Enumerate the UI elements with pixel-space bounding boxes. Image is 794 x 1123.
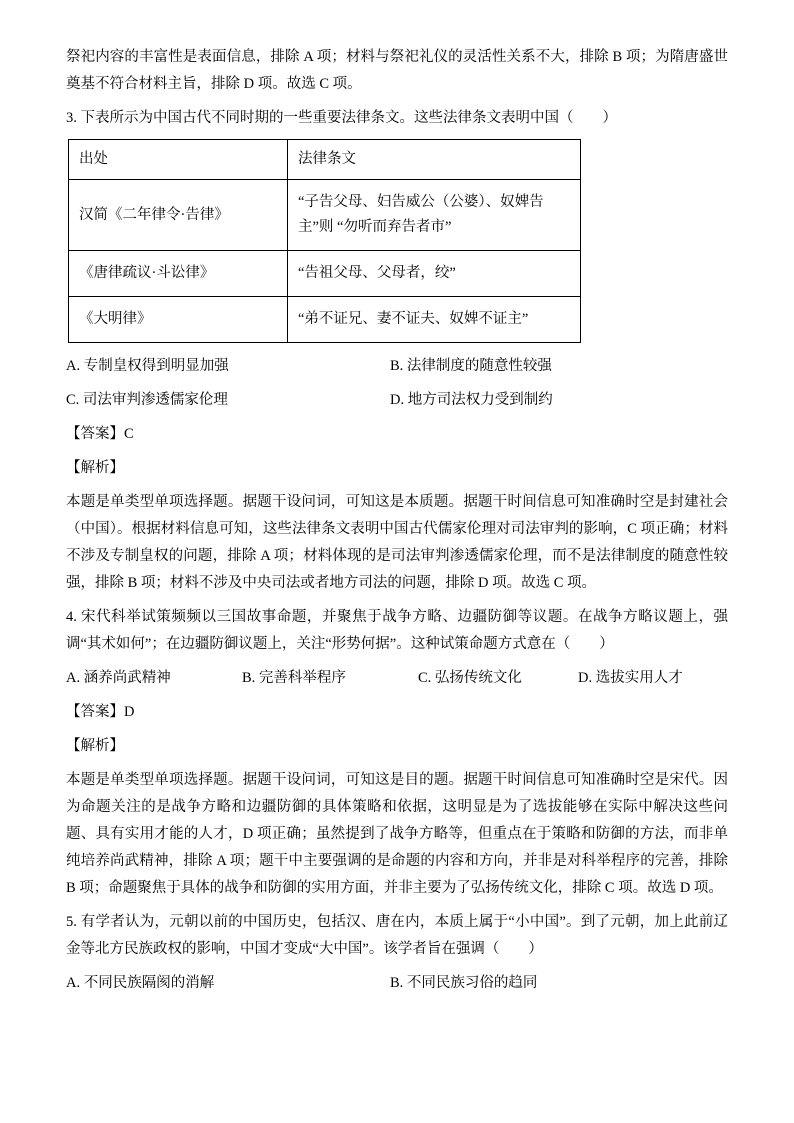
question-5-options-row-1 xyxy=(66,970,728,997)
question-5-stem: 5. 有学者认为，元朝以前的中国历史，包括汉、唐在内，本质上属于“小中国”。到了元朝，加上此前辽金等北方民族政权的影响，中国才变成“大中国”。该学者旨在强调（ ） xyxy=(66,914,728,957)
option-b: B. 不同民族习俗的趋同 xyxy=(390,975,538,991)
question-5 xyxy=(66,909,728,997)
law-table-header-row xyxy=(69,140,581,180)
table-row xyxy=(69,251,581,297)
option-b: B. 法律制度的随意性较强 xyxy=(390,358,552,374)
table-cell-text: “告祖父母、父母者，绞” xyxy=(288,251,581,297)
table-cell-text: “子告父母、妇告威公（公婆）、奴婢告主”则 “勿听而弃告者市” xyxy=(288,180,581,251)
question-4-analysis-label: 【解析】 xyxy=(66,738,124,754)
question-3-options-row-1 xyxy=(66,353,728,380)
question-4-options-row xyxy=(66,665,728,692)
question-4-analysis: 本题是单类型单项选择题。据题干设问词，可知这是目的题。据题干时间信息可知准确时空是宋代。因为命题关注的是战争方略和边疆防御的具体策略和依据，这明显是为了选拔能够在实际中解决这些问题、具有实用才能的人才，D 项正确；虽然提到了战争方略等，但重点在于策略和防御的方法，而非单纯培养尚武精神，排除 A 项；题干中主要强调的是命题的内容和方向，并非是对科举程序的完善，排除 B 项；命题聚焦于具体的战争和防御的实用方面，并非主要为了弘扬传统文化，排除 C 项。故选 D 项。 xyxy=(66,772,728,896)
question-3 xyxy=(66,105,728,597)
table-cell-source: 汉简《二年律令·告律》 xyxy=(69,180,288,251)
table-cell-source: 《大明律》 xyxy=(69,297,288,343)
question-3-options-row-2 xyxy=(66,387,728,414)
table-cell-source: 《唐律疏议·斗讼律》 xyxy=(69,251,288,297)
option-d: D. 选拔实用人才 xyxy=(578,670,683,686)
question-3-analysis-label: 【解析】 xyxy=(66,460,124,476)
table-cell-text: “弟不证兄、妻不证夫、奴婢不证主” xyxy=(288,297,581,343)
question-3-answer: 【答案】C xyxy=(66,426,134,442)
question-4-stem: 4. 宋代科举试策频频以三国故事命题，并聚焦于战争方略、边疆防御等议题。在战争方略议题上，强调“其术如何”；在边疆防御议题上，关注“形势何据”。这种试策命题方式意在（ ） xyxy=(66,609,728,652)
law-table-header-text: 法律条文 xyxy=(288,140,581,180)
option-b: B. 完善科举程序 xyxy=(242,670,346,686)
law-table-header-source: 出处 xyxy=(69,140,288,180)
table-row xyxy=(69,180,581,251)
option-a: A. 专制皇权得到明显加强 xyxy=(66,358,229,374)
question-4 xyxy=(66,604,728,902)
continuation-paragraph: 祭祀内容的丰富性是表面信息，排除 A 项；材料与祭祀礼仪的灵活性关系不大，排除 B 项；为隋唐盛世奠基不符合材料主旨，排除 D 项。故选 C 项。 xyxy=(66,49,728,92)
option-d: D. 地方司法权力受到制约 xyxy=(390,392,553,408)
option-a: A. 不同民族隔阂的消解 xyxy=(66,975,215,991)
question-4-answer: 【答案】D xyxy=(66,704,135,720)
option-a: A. 涵养尚武精神 xyxy=(66,670,171,686)
question-3-analysis: 本题是单类型单项选择题。据题干设问词，可知这是本质题。据题干时间信息可知准确时空是封建社会（中国）。根据材料信息可知，这些法律条文表明中国古代儒家伦理对司法审判的影响，C 项正确；材料不涉及专制皇权的问题，排除 A 项；材料体现的是司法审判渗透儒家伦理，而不是法律制度的随意性较强，排除 B 项；材料不涉及中央司法或者地方司法的问题，排除 D 项。故选 C 项。 xyxy=(66,494,728,591)
question-3-stem: 3. 下表所示为中国古代不同时期的一些重要法律条文。这些法律条文表明中国（ ） xyxy=(66,110,617,126)
option-c: C. 司法审判渗透儒家伦理 xyxy=(66,392,228,408)
option-c: C. 弘扬传统文化 xyxy=(418,670,522,686)
table-row xyxy=(69,297,581,343)
law-table xyxy=(68,139,581,343)
